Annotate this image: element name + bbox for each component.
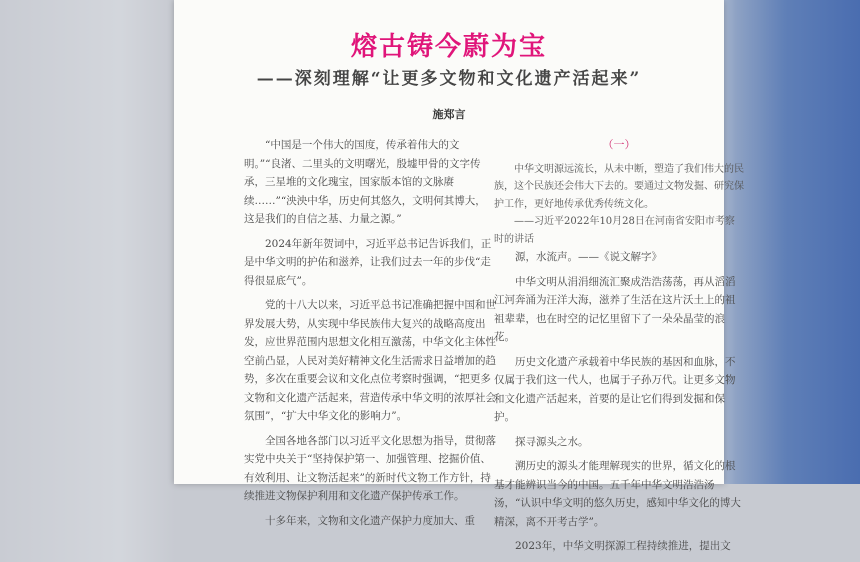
quote-source: ——习近平2022年10月28日在河南省安阳市考察时的讲话 [494, 216, 735, 245]
paragraph: 2024年新年贺词中，习近平总书记告诉我们，正是中华文明的护佑和滋养，让我们过去一年的步伐“走得很显底气”。 [244, 237, 492, 287]
paragraph: 中华文明从涓涓细流汇聚成浩浩荡荡，再从滔滔江河奔涌为汪洋大海，滋养了生活在这片沃土上的祖祖辈辈，也在时空的记忆里留下了一朵朵晶莹的浪花。 [494, 275, 736, 343]
paragraph: 十多年来，文物和文化遗产保护力度加大、重 [265, 514, 475, 527]
section-heading: （一） [602, 138, 636, 151]
magazine-page [174, 0, 744, 552]
paragraph: 历史文化遗产承载着中华民族的基因和血脉，不仅属于我们这一代人，也属于子孙万代。让更多文物和文化遗产活起来，首要的是让它们得到发掘和保护。 [494, 355, 736, 423]
quote-text: 中华文明源远流长，从未中断，塑造了我们伟大的民族，这个民族还会伟大下去的。要通过文物发掘、研究保护工作，更好地传承优秀传统文化。 [494, 163, 744, 210]
article-title: 熔古铸今蔚为宝 [350, 32, 547, 62]
paragraph: 探寻源头之水。 [515, 435, 589, 448]
right-column [494, 136, 744, 562]
paragraph: 党的十八大以来，习近平总书记准确把握中国和世界发展大势，从实现中华民族伟大复兴的战略高度出发，应世界范围内思想文化相互激荡，中华文化主体性空前凸显，人民对美好精神文化生活需求日益增加的趋势，多次在重要会议和文化点位考察时强调，“把更多文物和文化遗产活起来，营造传承中华文明的浓厚社会氛围”，“扩大中华文化的影响力”。 [244, 299, 496, 422]
block-quote [494, 161, 744, 249]
paragraph: 源，水流声。——《说文解字》 [515, 251, 662, 263]
paragraph: 全国各地各部门以习近平文化思想为指导，贯彻落实党中央关于“坚持保护第一、加强管理、挖掘价值、有效利用、让文物活起来”的新时代文物工作方针，持续推进文物保护利用和文化遗产保护传承工作。 [244, 434, 496, 502]
article-subtitle: ——深刻理解“让更多文物和文化遗产活起来” [256, 69, 642, 89]
paragraph: “中国是一个伟大的国度，传承着伟大的文明。”“良渚、二里头的文明曙光，殷墟甲骨的文字传承，三星堆的文化瑰宝，国家版本馆的文脉赓续……”“泱泱中华，历史何其悠久，文明何其博大，这是我们的自信之基、力量之源。” [244, 139, 486, 225]
paragraph: 2023年，中华文明探源工程持续推进，提出文 [515, 540, 731, 552]
article-author: 施郑言 [432, 108, 466, 121]
paragraph: 溯历史的源头才能理解现实的世界，循文化的根基才能辨识当今的中国。五千年中华文明浩浩汤汤，“认识中华文明的悠久历史，感知中华文化的博大精深，离不开考古学”。 [494, 460, 741, 528]
left-column [244, 136, 496, 536]
